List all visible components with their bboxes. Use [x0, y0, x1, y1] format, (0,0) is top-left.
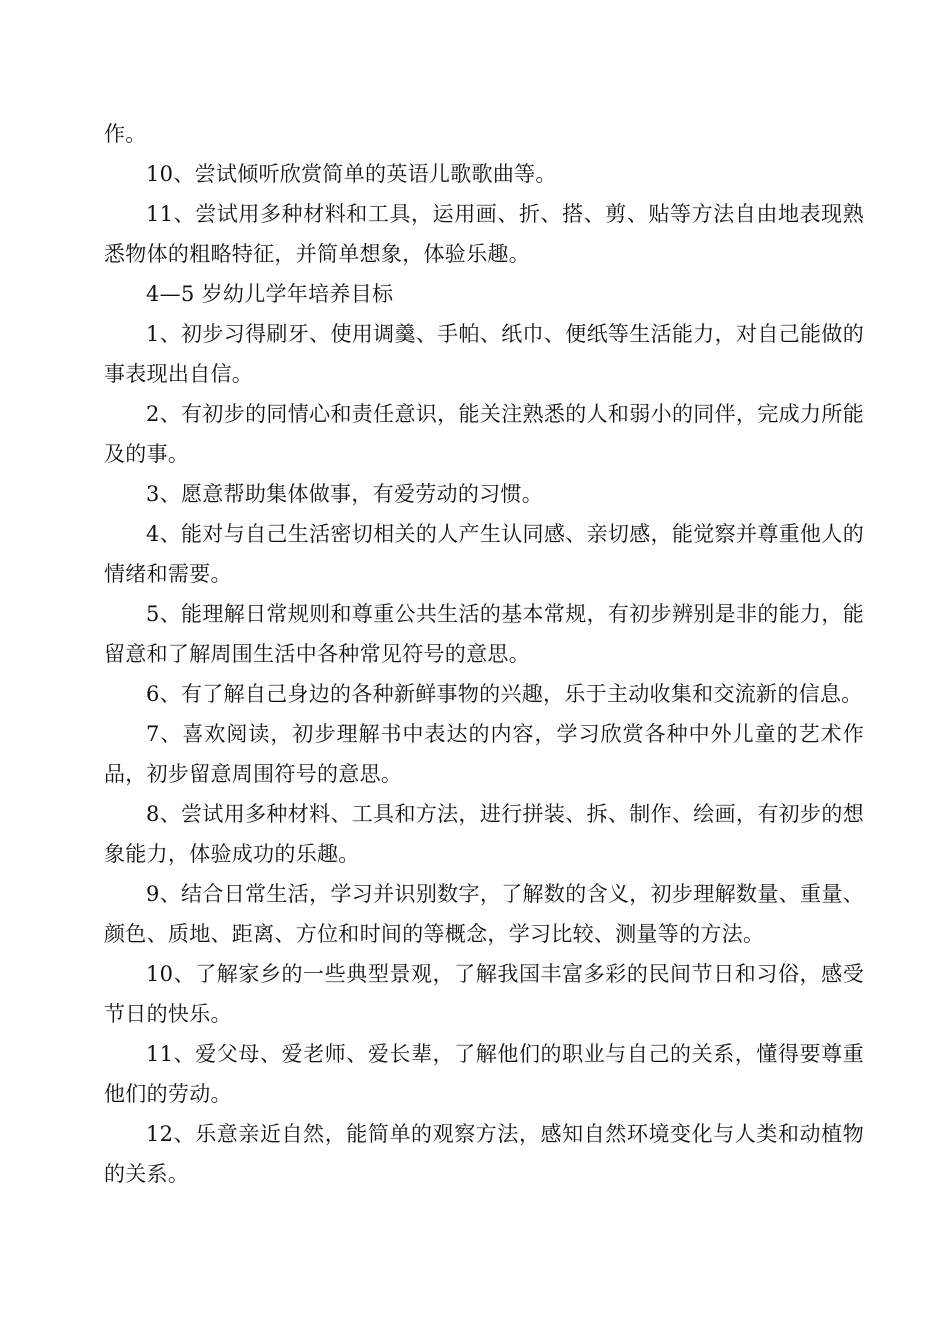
paragraph: 3、愿意帮助集体做事，有爱劳动的习惯。	[146, 482, 544, 506]
paragraph: 10、尝试倾听欣赏简单的英语儿歌歌曲等。	[146, 162, 557, 186]
paragraph: 作。	[104, 122, 147, 146]
paragraph: 7、喜欢阅读，初步理解书中表达的内容，学习欣赏各种中外儿童的艺术作品，初步留意周围符号的意思。	[104, 722, 864, 786]
paragraph: 9、结合日常生活，学习并识别数字，了解数的含义，初步理解数量、重量、颜色、质地、距离、方位和时间的等概念，学习比较、测量等的方法。	[104, 882, 864, 946]
paragraph: 5、能理解日常规则和尊重公共生活的基本常规，有初步辨别是非的能力，能留意和了解周围生活中各种常见符号的意思。	[104, 602, 864, 666]
section-heading: 4—5 岁幼儿学年培养目标	[146, 282, 394, 306]
paragraph: 1、初步习得刷牙、使用调羹、手帕、纸巾、便纸等生活能力，对自己能做的事表现出自信。	[104, 322, 864, 386]
paragraph: 12、乐意亲近自然，能简单的观察方法，感知自然环境变化与人类和动植物的关系。	[104, 1122, 864, 1186]
paragraph: 4、能对与自己生活密切相关的人产生认同感、亲切感，能觉察并尊重他人的情绪和需要。	[104, 522, 864, 586]
document-body	[104, 114, 864, 1194]
paragraph: 10、了解家乡的一些典型景观，了解我国丰富多彩的民间节日和习俗，感受节日的快乐。	[104, 962, 864, 1026]
paragraph: 8、尝试用多种材料、工具和方法，进行拼装、拆、制作、绘画，有初步的想象能力，体验成功的乐趣。	[104, 802, 864, 866]
paragraph: 11、爱父母、爱老师、爱长辈，了解他们的职业与自己的关系，懂得要尊重他们的劳动。	[104, 1042, 864, 1106]
paragraph: 2、有初步的同情心和责任意识，能关注熟悉的人和弱小的同伴，完成力所能及的事。	[104, 402, 864, 466]
paragraph: 6、有了解自己身边的各种新鲜事物的兴趣，乐于主动收集和交流新的信息。	[146, 682, 863, 706]
paragraph: 11、尝试用多种材料和工具，运用画、折、搭、剪、贴等方法自由地表现熟悉物体的粗略特征，并简单想象，体验乐趣。	[104, 202, 864, 266]
